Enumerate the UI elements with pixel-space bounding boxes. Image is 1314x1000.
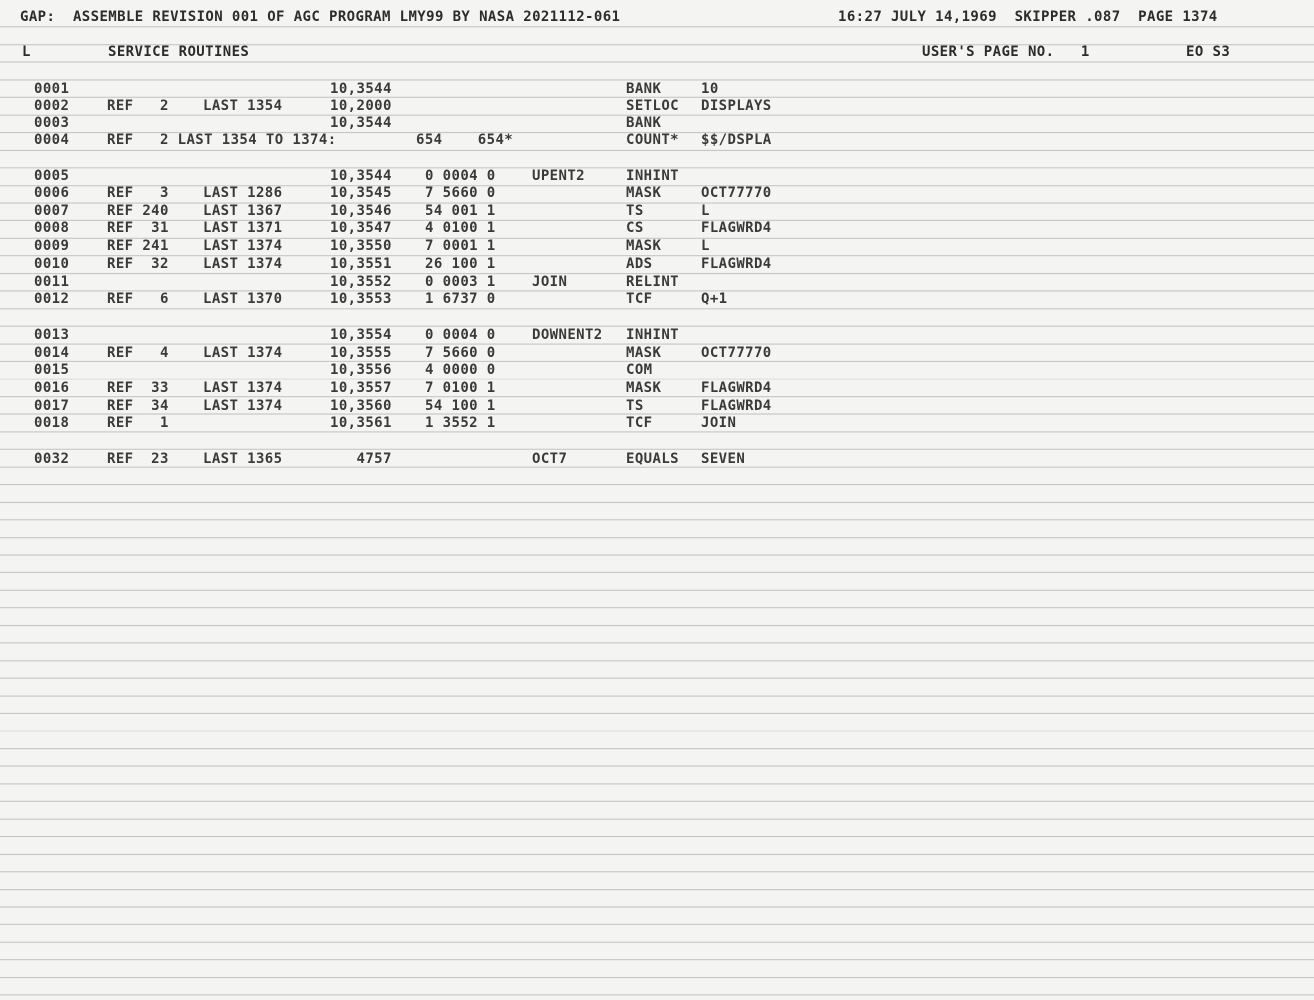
opcode: COUNT* [626, 132, 679, 148]
label: UPENT2 [532, 168, 585, 184]
opcode: EQUALS [626, 451, 679, 467]
address: 10,3544 [330, 81, 392, 97]
last-ref: LAST 1286 [203, 185, 283, 201]
section-title: SERVICE ROUTINES [108, 44, 250, 60]
address: 10,3551 [330, 256, 392, 272]
listing-row [0, 202, 1314, 220]
ref-count: REF 32 [107, 256, 169, 272]
octal-word: 1 3552 1 [425, 415, 496, 431]
line-number: 0008 [34, 220, 70, 236]
assembly-title: GAP: ASSEMBLE REVISION 001 OF AGC PROGRAM LMY99 BY NASA 2021112-061 [20, 9, 621, 25]
line-number: 0007 [34, 203, 70, 219]
operand: $$/DSPLA [701, 132, 772, 148]
last-ref: LAST 1354 [203, 98, 283, 114]
address: 10,3544 [330, 168, 392, 184]
listing-row [0, 167, 1314, 185]
operand: Q+1 [701, 291, 728, 307]
address: 10,3545 [330, 185, 392, 201]
run-timestamp: 16:27 JULY 14,1969 SKIPPER .087 PAGE 1374 [838, 9, 1218, 25]
listing-row [0, 379, 1314, 397]
opcode: SETLOC [626, 98, 679, 114]
listing-header [0, 8, 1314, 26]
address: 10,3556 [330, 362, 392, 378]
operand: SEVEN [701, 451, 746, 467]
octal-word: 0 0003 1 [425, 274, 496, 290]
listing-row [0, 326, 1314, 344]
last-ref: LAST 1370 [203, 291, 283, 307]
opcode: BANK [626, 81, 662, 97]
line-number: 0009 [34, 238, 70, 254]
opcode: ADS [626, 256, 653, 272]
line-number: 0013 [34, 327, 70, 343]
address: 10,3557 [330, 380, 392, 396]
address: 10,3550 [330, 238, 392, 254]
last-ref: LAST 1374 [203, 238, 283, 254]
operand: OCT77770 [701, 345, 772, 361]
line-number: 0011 [34, 274, 70, 290]
line-number: 0017 [34, 398, 70, 414]
opcode: MASK [626, 345, 662, 361]
line-number: 0015 [34, 362, 70, 378]
listing-row [0, 344, 1314, 362]
line-number: 0010 [34, 256, 70, 272]
octal-word: 654 654* [416, 132, 514, 148]
listing-row [0, 114, 1314, 132]
ref-count: REF 23 [107, 451, 169, 467]
address: 10,3560 [330, 398, 392, 414]
last-ref: LAST 1371 [203, 220, 283, 236]
operand: OCT77770 [701, 185, 772, 201]
line-number: 0004 [34, 132, 70, 148]
opcode: TS [626, 398, 644, 414]
opcode: RELINT [626, 274, 679, 290]
listing-row [0, 290, 1314, 308]
listing-row [0, 80, 1314, 98]
address: 10,3553 [330, 291, 392, 307]
listing-row [0, 237, 1314, 255]
opcode: TCF [626, 415, 653, 431]
address: 10,3546 [330, 203, 392, 219]
operand: FLAGWRD4 [701, 398, 772, 414]
line-number: 0014 [34, 345, 70, 361]
listing-row [0, 97, 1314, 115]
address: 10,3554 [330, 327, 392, 343]
octal-word: 54 001 1 [425, 203, 496, 219]
line-number: 0002 [34, 98, 70, 114]
listing-row [0, 397, 1314, 415]
opcode: BANK [626, 115, 662, 131]
log-letter: L [22, 44, 31, 60]
ref-count: REF 3 [107, 185, 169, 201]
ref-count: REF 34 [107, 398, 169, 414]
ref-count: REF 2 LAST 1354 TO 1374: [107, 132, 337, 148]
opcode: CS [626, 220, 644, 236]
address: 10,3544 [330, 115, 392, 131]
label: DOWNENT2 [532, 327, 603, 343]
address: 10,3555 [330, 345, 392, 361]
address: 10,3552 [330, 274, 392, 290]
operand: FLAGWRD4 [701, 380, 772, 396]
opcode: MASK [626, 238, 662, 254]
line-number: 0018 [34, 415, 70, 431]
octal-word: 1 6737 0 [425, 291, 496, 307]
address: 10,2000 [330, 98, 392, 114]
opcode: TCF [626, 291, 653, 307]
operand: FLAGWRD4 [701, 220, 772, 236]
line-number: 0032 [34, 451, 70, 467]
opcode: TS [626, 203, 644, 219]
ref-count: REF 4 [107, 345, 169, 361]
operand: L [701, 203, 710, 219]
octal-word: 7 0001 1 [425, 238, 496, 254]
opcode: INHINT [626, 327, 679, 343]
last-ref: LAST 1374 [203, 256, 283, 272]
last-ref: LAST 1367 [203, 203, 283, 219]
last-ref: LAST 1374 [203, 380, 283, 396]
line-number: 0012 [34, 291, 70, 307]
last-ref: LAST 1365 [203, 451, 283, 467]
opcode: COM [626, 362, 653, 378]
listing-row [0, 255, 1314, 273]
ref-count: REF 2 [107, 98, 169, 114]
section-header [0, 43, 1314, 61]
listing-row [0, 450, 1314, 468]
ref-count: REF 240 [107, 203, 169, 219]
address: 4757 [330, 451, 392, 467]
octal-word: 26 100 1 [425, 256, 496, 272]
listing-row [0, 361, 1314, 379]
user-page-number: USER'S PAGE NO. 1 [922, 44, 1090, 60]
listing-row [0, 131, 1314, 149]
line-number: 0001 [34, 81, 70, 97]
ref-count: REF 33 [107, 380, 169, 396]
last-ref: LAST 1374 [203, 345, 283, 361]
opcode: MASK [626, 380, 662, 396]
address: 10,3561 [330, 415, 392, 431]
operand: JOIN [701, 415, 737, 431]
listing-row [0, 414, 1314, 432]
octal-word: 0 0004 0 [425, 168, 496, 184]
section-code: EO S3 [1186, 44, 1231, 60]
octal-word: 4 0100 1 [425, 220, 496, 236]
line-number: 0006 [34, 185, 70, 201]
label: OCT7 [532, 451, 568, 467]
listing-row [0, 273, 1314, 291]
octal-word: 7 0100 1 [425, 380, 496, 396]
last-ref: LAST 1374 [203, 398, 283, 414]
label: JOIN [532, 274, 568, 290]
line-number: 0003 [34, 115, 70, 131]
operand: 10 [701, 81, 719, 97]
ref-count: REF 6 [107, 291, 169, 307]
operand: DISPLAYS [701, 98, 772, 114]
operand: L [701, 238, 710, 254]
listing-row [0, 219, 1314, 237]
operand: FLAGWRD4 [701, 256, 772, 272]
octal-word: 0 0004 0 [425, 327, 496, 343]
address: 10,3547 [330, 220, 392, 236]
opcode: INHINT [626, 168, 679, 184]
octal-word: 4 0000 0 [425, 362, 496, 378]
ref-count: REF 241 [107, 238, 169, 254]
octal-word: 7 5660 0 [425, 345, 496, 361]
listing-row [0, 184, 1314, 202]
opcode: MASK [626, 185, 662, 201]
octal-word: 7 5660 0 [425, 185, 496, 201]
line-number: 0005 [34, 168, 70, 184]
ref-count: REF 31 [107, 220, 169, 236]
line-number: 0016 [34, 380, 70, 396]
octal-word: 54 100 1 [425, 398, 496, 414]
ref-count: REF 1 [107, 415, 169, 431]
